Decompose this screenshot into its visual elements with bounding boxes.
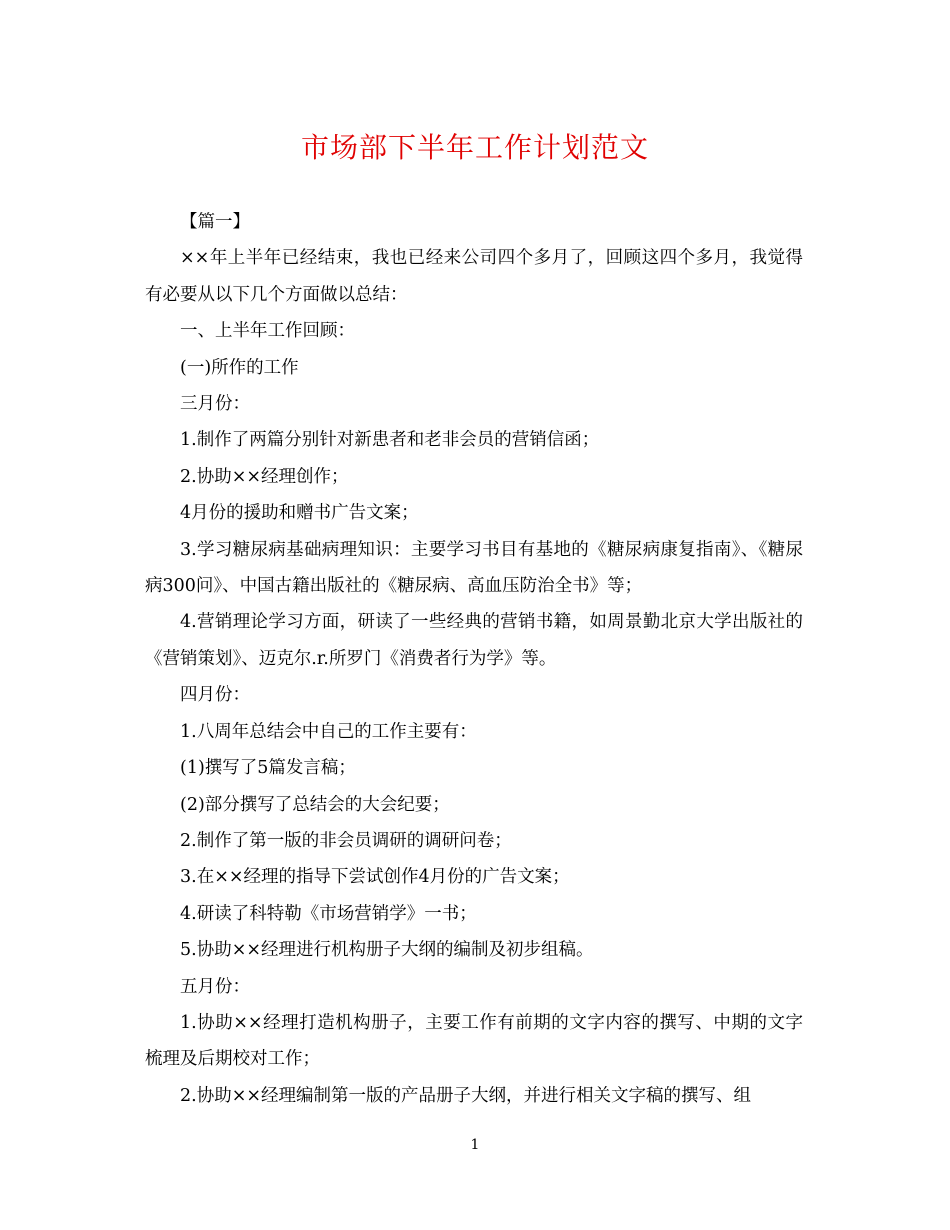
paragraph: 3.学习糖尿病基础病理知识：主要学习书目有基地的《糖尿病康复指南》、《糖尿病300问》、中国古籍出版社的《糖尿病、高血压防治全书》等； [145,539,803,597]
paragraph: ××年上半年已经结束，我也已经来公司四个多月了，回顾这四个多月，我觉得有必要从以下几个方面做以总结： [145,248,803,305]
document-body [145,204,803,1114]
paragraph: 2.协助××经理编制第一版的产品册子大纲，并进行相关文字稿的撰写、组 [180,1085,752,1106]
paragraph: (一)所作的工作 [180,357,299,378]
paragraph: 4月份的援助和赠书广告文案； [180,503,419,524]
paragraph: (1)撰写了5篇发言稿； [180,758,356,779]
section-heading: 【篇一】 [180,212,250,232]
paragraph: 2.制作了第一版的非会员调研的调研问卷； [180,830,512,851]
paragraph: 四月份： [180,685,250,706]
paragraph: 5.协助××经理进行机构册子大纲的编制及初步组稿。 [180,940,594,961]
page-number: 1 [470,1137,480,1153]
paragraph: 4.研读了科特勒《市场营销学》一书； [180,903,477,924]
paragraph: 3.在××经理的指导下尝试创作4月份的广告文案； [180,867,570,888]
paragraph: 2.协助××经理创作； [180,466,349,487]
paragraph: 一、上半年工作回顾： [180,321,355,342]
paragraph: 4.营销理论学习方面，研读了一些经典的营销书籍，如周景勤北京大学出版社的《营销策划》、迈克尔.r.所罗门《消费者行为学》等。 [145,612,803,669]
paragraph: 五月份： [180,976,250,997]
document-title: 市场部下半年工作计划范文 [300,131,649,164]
paragraph: 1.八周年总结会中自己的工作主要有： [180,721,477,742]
paragraph: 1.协助××经理打造机构册子，主要工作有前期的文字内容的撰写、中期的文字梳理及后期校对工作； [145,1012,803,1070]
paragraph: 三月份： [180,394,250,415]
paragraph: 1.制作了两篇分别针对新患者和老非会员的营销信函； [180,430,600,451]
paragraph: (2)部分撰写了总结会的大会纪要； [180,794,450,815]
